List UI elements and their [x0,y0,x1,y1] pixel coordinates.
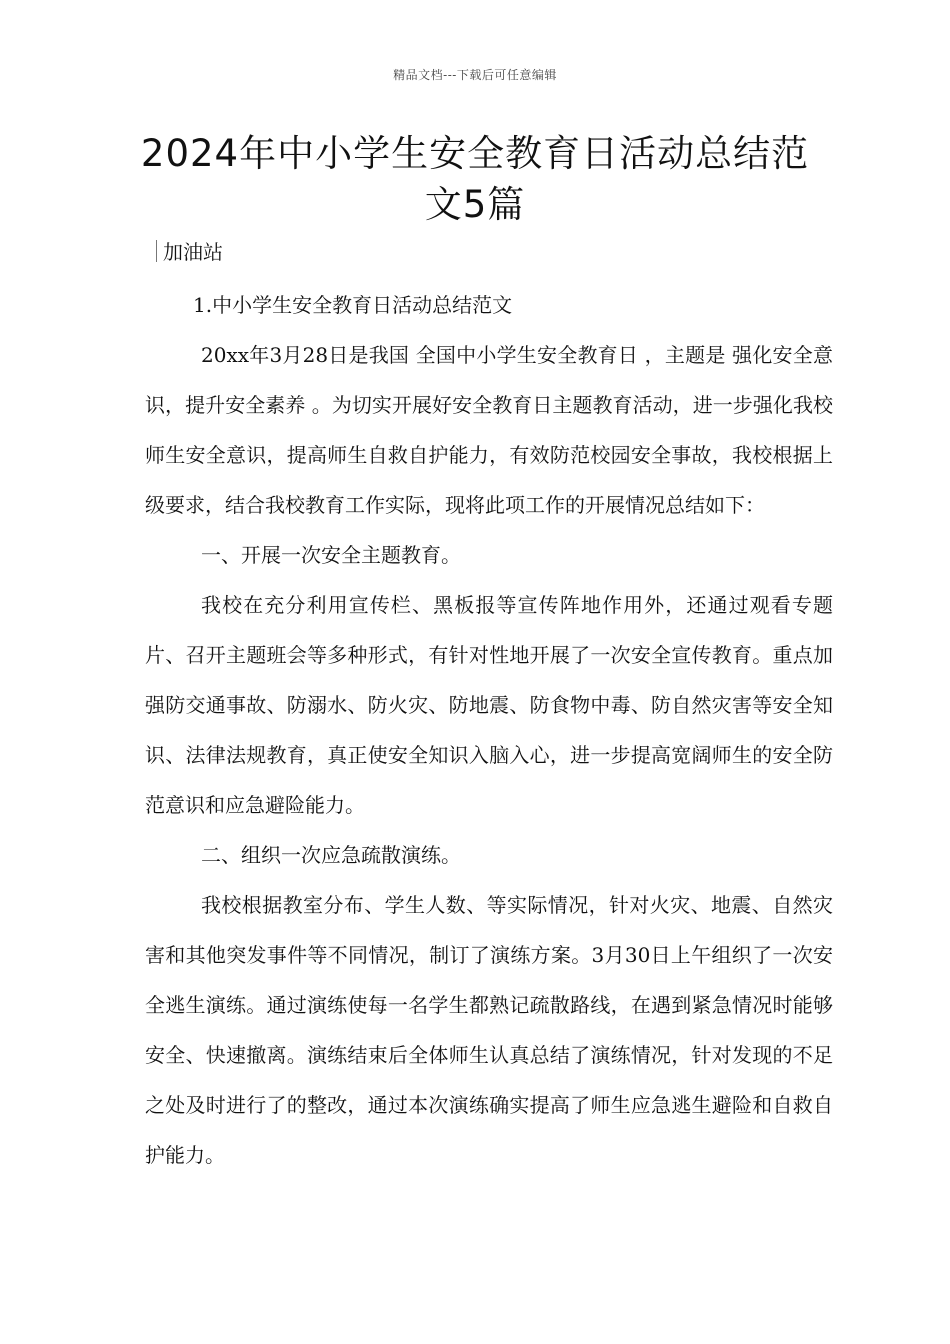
section-2-heading: 二、组织一次应急疏散演练。 [201,843,461,867]
title-line-2: 文5篇 [424,183,526,226]
item-1-title: 1.中小学生安全教育日活动总结范文 [193,293,513,317]
section-1-heading: 一、开展一次安全主题教育。 [201,543,461,567]
source-text: 加油站 [163,240,223,264]
paragraph-1: 20xx年3月28日是我国 全国中小学生安全教育日 ，主题是 强化安全意识，提升安全素养 。为切实开展好安全教育日主题教育活动，进一步强化我校师生安全意识，提高师生自救自护能力，有效防范校园安全事故，我校根据上级要求，结合我校教育工作实际，现将此项工作的开展情况总结如下： [145,343,833,517]
document-title [120,128,830,230]
source-bar-icon [156,240,157,262]
paragraph-2: 我校在充分利用宣传栏、黑板报等宣传阵地作用外，还通过观看专题片、召开主题班会等多种形式，有针对性地开展了一次安全宣传教育。重点加强防交通事故、防溺水、防火灾、防地震、防食物中毒、防自然灾害等安全知识、法律法规教育，真正使安全知识入脑入心，进一步提高宽阔师生的安全防范意识和应急避险能力。 [145,593,833,817]
source-label [156,238,223,266]
title-line-1: 2024年中小学生安全教育日活动总结范 [140,132,810,175]
paragraph-3: 我校根据教室分布、学生人数、等实际情况，针对火灾、地震、自然灾害和其他突发事件等不同情况，制订了演练方案。3月30日上午组织了一次安全逃生演练。通过演练使每一名学生都熟记疏散路线，在遇到紧急情况时能够安全、快速撤离。演练结束后全体师生认真总结了演练情况，针对发现的不足之处及时进行了的整改，通过本次演练确实提高了师生应急逃生避险和自救自护能力。 [145,893,833,1167]
header-note: 精品文档---下载后可任意编辑 [393,68,557,82]
document-body [145,280,833,1180]
